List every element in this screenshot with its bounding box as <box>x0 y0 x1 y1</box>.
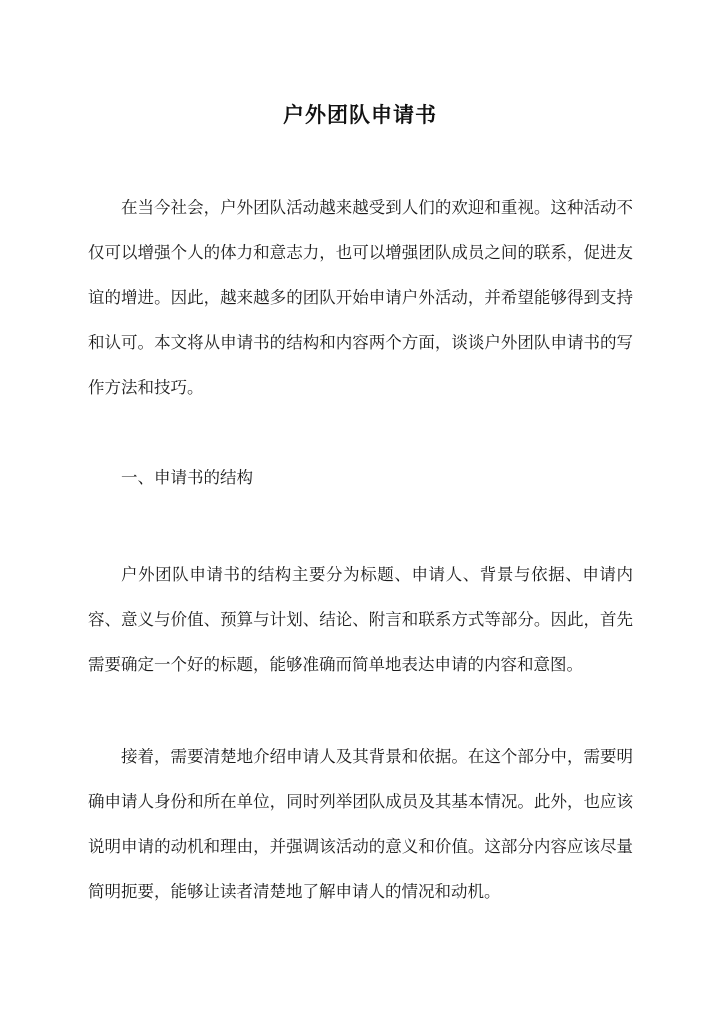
intro-paragraph: 在当今社会，户外团队活动越来越受到人们的欢迎和重视。这种活动不仅可以增强个人的体力和意志力，也可以增强团队成员之间的联系，促进友谊的增进。因此，越来越多的团队开始申请户外活动，并希望能够得到支持和认可。本文将从申请书的结构和内容两个方面，谈谈户外团队申请书的写作方法和技巧。 <box>88 198 633 397</box>
structure-paragraph: 户外团队申请书的结构主要分为标题、申请人、背景与依据、申请内容、意义与价值、预算与计划、结论、附言和联系方式等部分。因此，首先需要确定一个好的标题，能够准确而简单地表达申请的内容和意图。 <box>88 565 633 674</box>
section-heading-structure: 一、申请书的结构 <box>121 468 253 487</box>
applicant-paragraph: 接着，需要清楚地介绍申请人及其背景和依据。在这个部分中，需要明确申请人身份和所在单位，同时列举团队成员及其基本情况。此外，也应该说明申请的动机和理由，并强调该活动的意义和价值。这部分内容应该尽量简明扼要，能够让读者清楚地了解申请人的情况和动机。 <box>88 747 633 901</box>
document-title: 户外团队申请书 <box>283 102 437 128</box>
